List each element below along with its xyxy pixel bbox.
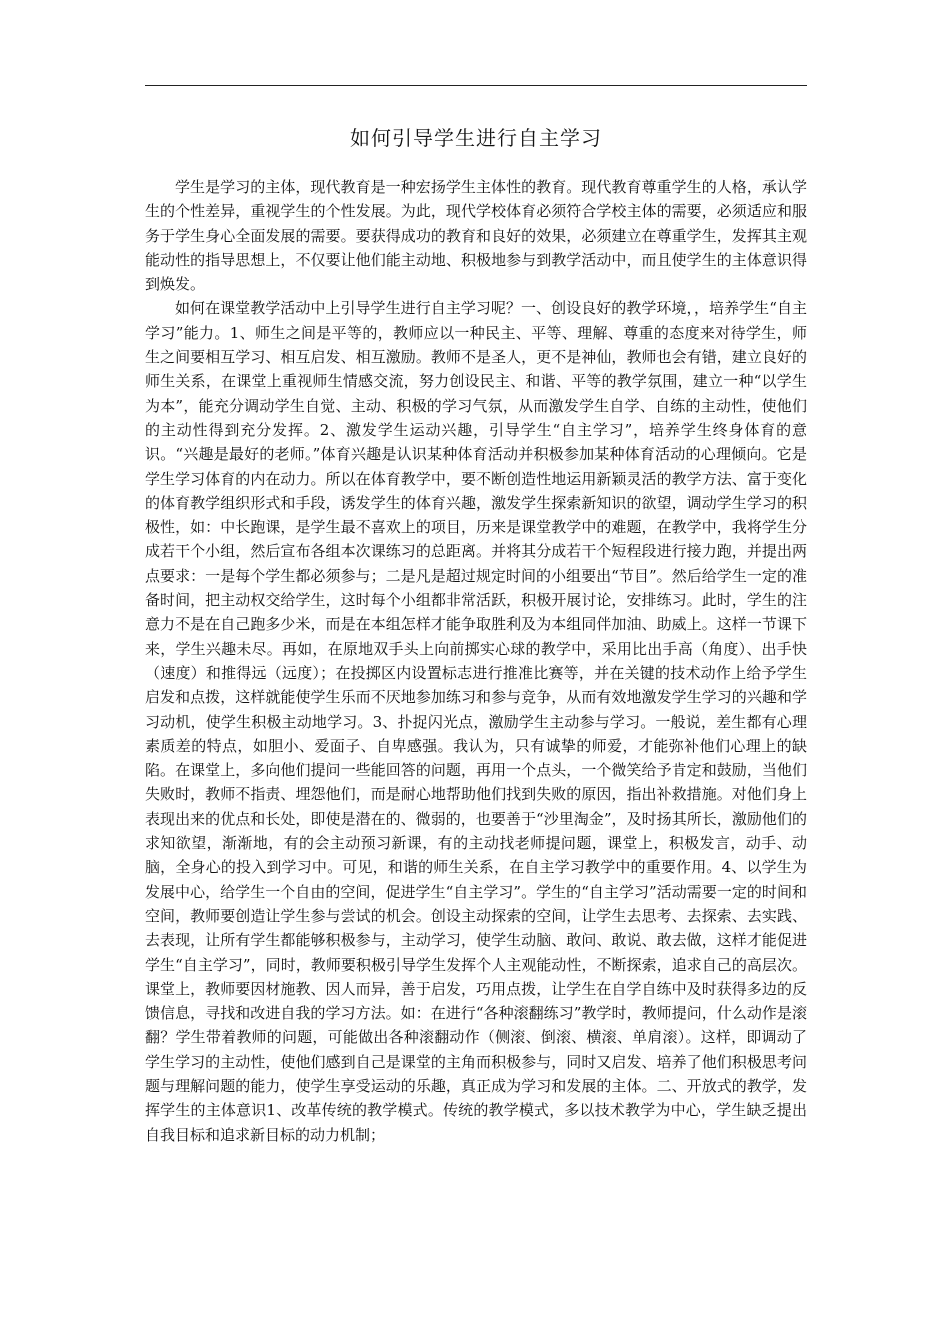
body-paragraph-1: 学生是学习的主体，现代教育是一种宏扬学生主体性的教育。现代教育尊重学生的人格，承认学生的个性差异，重视学生的个性发展。为此，现代学校体育必须符合学校主体的需要，必须适应和服务于学生身心全面发展的需要。要获得成功的教育和良好的效果，必须建立在尊重学生，发挥其主观能动性的指导思想上，不仅要让他们能主动地、积极地参与到教学活动中，而且使学生的主体意识得到焕发。 bbox=[145, 178, 807, 294]
document-body bbox=[145, 175, 807, 1147]
document-title: 如何引导学生进行自主学习 bbox=[350, 126, 602, 150]
header-divider-line bbox=[145, 85, 807, 86]
body-paragraph-2: 如何在课堂教学活动中上引导学生进行自主学习呢？一、创设良好的教学环境，，培养学生“自主学习”能力。1、师生之间是平等的，教师应以一种民主、平等、理解、尊重的态度来对待学生，师生之间要相互学习、相互启发、相互激励。教师不是圣人，更不是神仙，教师也会有错，建立良好的师生关系，在课堂上重视师生情感交流，努力创设民主、和谐、平等的教学氛围，建立一种“以学生为本”，能充分调动学生自觉、主动、积极的学习气氛，从而激发学生自学、自练的主动性，使他们的主动性得到充分发挥。2、激发学生运动兴趣，引导学生“自主学习”，培养学生终身体育的意识。“兴趣是最好的老师。”体育兴趣是认识某种体育活动并积极参加某种体育活动的心理倾向。它是学生学习体育的内在动力。所以在体育教学中，要不断创造性地运用新颖灵活的教学方法、富于变化的体育教学组织形式和手段，诱发学生的体育兴趣，激发学生探索新知识的欲望，调动学生学习的积极性，如：中长跑课，是学生最不喜欢上的项目，历来是课堂教学中的难题，在教学中，我将学生分成若干个小组，然后宣布各组本次课练习的总距离。并将其分成若干个短程段进行接力跑，并提出两点要求：一是每个学生都必须参与；二是凡是超过规定时间的小组要出“节目”。然后给学生一定的准备时间，把主动权交给学生，这时每个小组都非常活跃，积极开展讨论，安排练习。此时，学生的注意力不是在自己跑多少米，而是在本组怎样才能争取胜利及为本组同伴加油、助威上。这样一节课下来，学生兴趣未尽。再如，在原地双手头上向前掷实心球的教学中，采用比出手高（角度）、出手快（速度）和推得远（远度）；在投掷区内设置标志进行推准比赛等，并在关键的技术动作上给予学生启发和点拨，这样就能使学生乐而不厌地参加练习和参与竞争，从而有效地激发学生学习的兴趣和学习动机，使学生积极主动地学习。3、扑捉闪光点，激励学生主动参与学习。一般说，差生都有心理素质差的特点，如胆小、爱面子、自卑感强。我认为，只有诚挚的师爱，才能弥补他们心理上的缺陷。在课堂上，多向他们提问一些能回答的问题，再用一个点头，一个微笑给予肯定和鼓励，当他们失败时，教师不指责、埋怨他们，而是耐心地帮助他们找到失败的原因，指出补救措施。对他们身上表现出来的优点和长处，即使是潜在的、微弱的，也要善于“沙里淘金”，及时扬其所长，激励他们的求知欲望，渐渐地，有的会主动预习新课，有的主动找老师提问题，课堂上，积极发言，动手、动脑，全身心的投入到学习中。可见，和谐的师生关系，在自主学习教学中的重要作用。4、以学生为发展中心，给学生一个自由的空间，促进学生“自主学习”。学生的“自主学习”活动需要一定的时间和空间，教师要创造让学生参与尝试的机会。创设主动探索的空间，让学生去思考、去探索、去实践、去表现，让所有学生都能够积极参与，主动学习，使学生动脑、敢问、敢说、敢去做，这样才能促进学生“自主学习”，同时，教师要积极引导学生发挥个人主观能动性，不断探索，追求自己的高层次。课堂上，教师要因材施教、因人而异，善于启发，巧用点拨，让学生在自学自练中及时获得多边的反馈信息，寻找和改进自我的学习方法。如：在进行“各种滚翻练习”教学时，教师提问，什么动作是滚翻？学生带着教师的问题，可能做出各种滚翻动作（侧滚、倒滚、横滚、单肩滚）。这样，即调动了学生学习的主动性，使他们感到自己是课堂的主角而积极参与，同时又启发、培养了他们积极思考问题与理解问题的能力，使学生享受运动的乐趣，真正成为学习和发展的主体。二、开放式的教学，发挥学生的主体意识1、改革传统的教学模式。传统的教学模式，多以技术教学为中心，学生缺乏提出自我目标和追求新目标的动力机制； bbox=[145, 299, 807, 1144]
